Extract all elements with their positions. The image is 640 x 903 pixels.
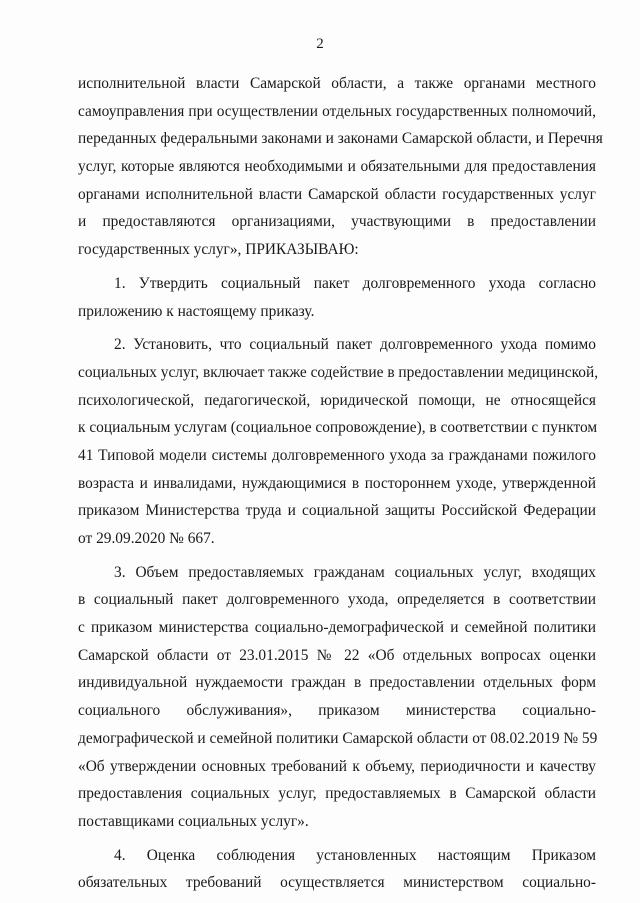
text-line: самоуправления при осуществлении отдельных государственных полномочий, <box>78 102 596 120</box>
text-line: демографической и семейной политики Самарской области от 08.02.2019 № 59 <box>78 729 598 747</box>
document-body <box>78 70 603 897</box>
text-line: приказом Министерства труда и социальной защиты Российской Федерации <box>78 502 596 520</box>
text-line: в социальный пакет долговременного ухода, определяется в соответствии <box>78 591 596 609</box>
text-line: с приказом министерства социально-демографической и семейной политики <box>78 619 596 637</box>
text-line: «Об утверждении основных требований к объему, периодичности и качеству <box>78 757 596 775</box>
text-line: и предоставляются организациями, участвующими в предоставлении <box>78 213 596 231</box>
text-line: органами исполнительной власти Самарской области государственных услуг <box>78 185 596 203</box>
text-line: к социальным услугам (социальное сопровождение), в соответствии с пунктом <box>78 419 598 437</box>
text-line: приложению к настоящему приказу. <box>78 302 315 320</box>
text-line: 1. Утвердить социальный пакет долговременного ухода согласно <box>114 274 596 292</box>
text-line: социальных услуг, включает также содействие в предоставлении медицинской, <box>78 363 599 381</box>
page-number: 2 <box>316 36 324 52</box>
text-line: 4. Оценка соблюдения установленных настоящим Приказом <box>114 846 596 864</box>
text-line: Самарской области от 23.01.2015 № 22 «Об отдельных вопросах оценки <box>78 646 596 664</box>
text-line: социального обслуживания», приказом министерства социально- <box>78 702 596 720</box>
text-line: обязательных требований осуществляется министерством социально- <box>78 874 596 892</box>
text-line: предоставления социальных услуг, предоставляемых в Самарской области <box>78 785 596 803</box>
text-line: индивидуальной нуждаемости граждан в предоставлении отдельных форм <box>78 674 596 692</box>
paragraph-3 <box>78 331 599 553</box>
paragraph-4 <box>78 559 596 836</box>
text-line: переданных федеральными законами и законами Самарской области, и Перечня <box>78 130 603 148</box>
text-line: 41 Типовой модели системы долговременного ухода за гражданами пожилого <box>78 446 596 464</box>
paragraph-5 <box>78 842 596 897</box>
paragraph-2 <box>78 270 596 325</box>
text-line: 2. Установить, что социальный пакет долговременного ухода помимо <box>114 336 596 354</box>
paragraph-1 <box>78 70 603 264</box>
text-line: поставщиками социальных услуг». <box>78 812 309 830</box>
text-line: психологической, педагогической, юридической помощи, не относящейся <box>78 391 596 409</box>
text-line: возраста и инвалидами, нуждающимися в постороннем уходе, утвержденной <box>78 474 596 492</box>
text-line: государственных услуг», ПРИКАЗЫВАЮ: <box>78 241 359 259</box>
text-line: 3. Объем предоставляемых гражданам социальных услуг, входящих <box>114 563 596 581</box>
text-line: услуг, которые являются необходимыми и обязательными для предоставления <box>78 158 596 176</box>
text-line: исполнительной власти Самарской области, а также органами местного <box>78 75 596 92</box>
text-line: от 29.09.2020 № 667. <box>78 530 215 547</box>
